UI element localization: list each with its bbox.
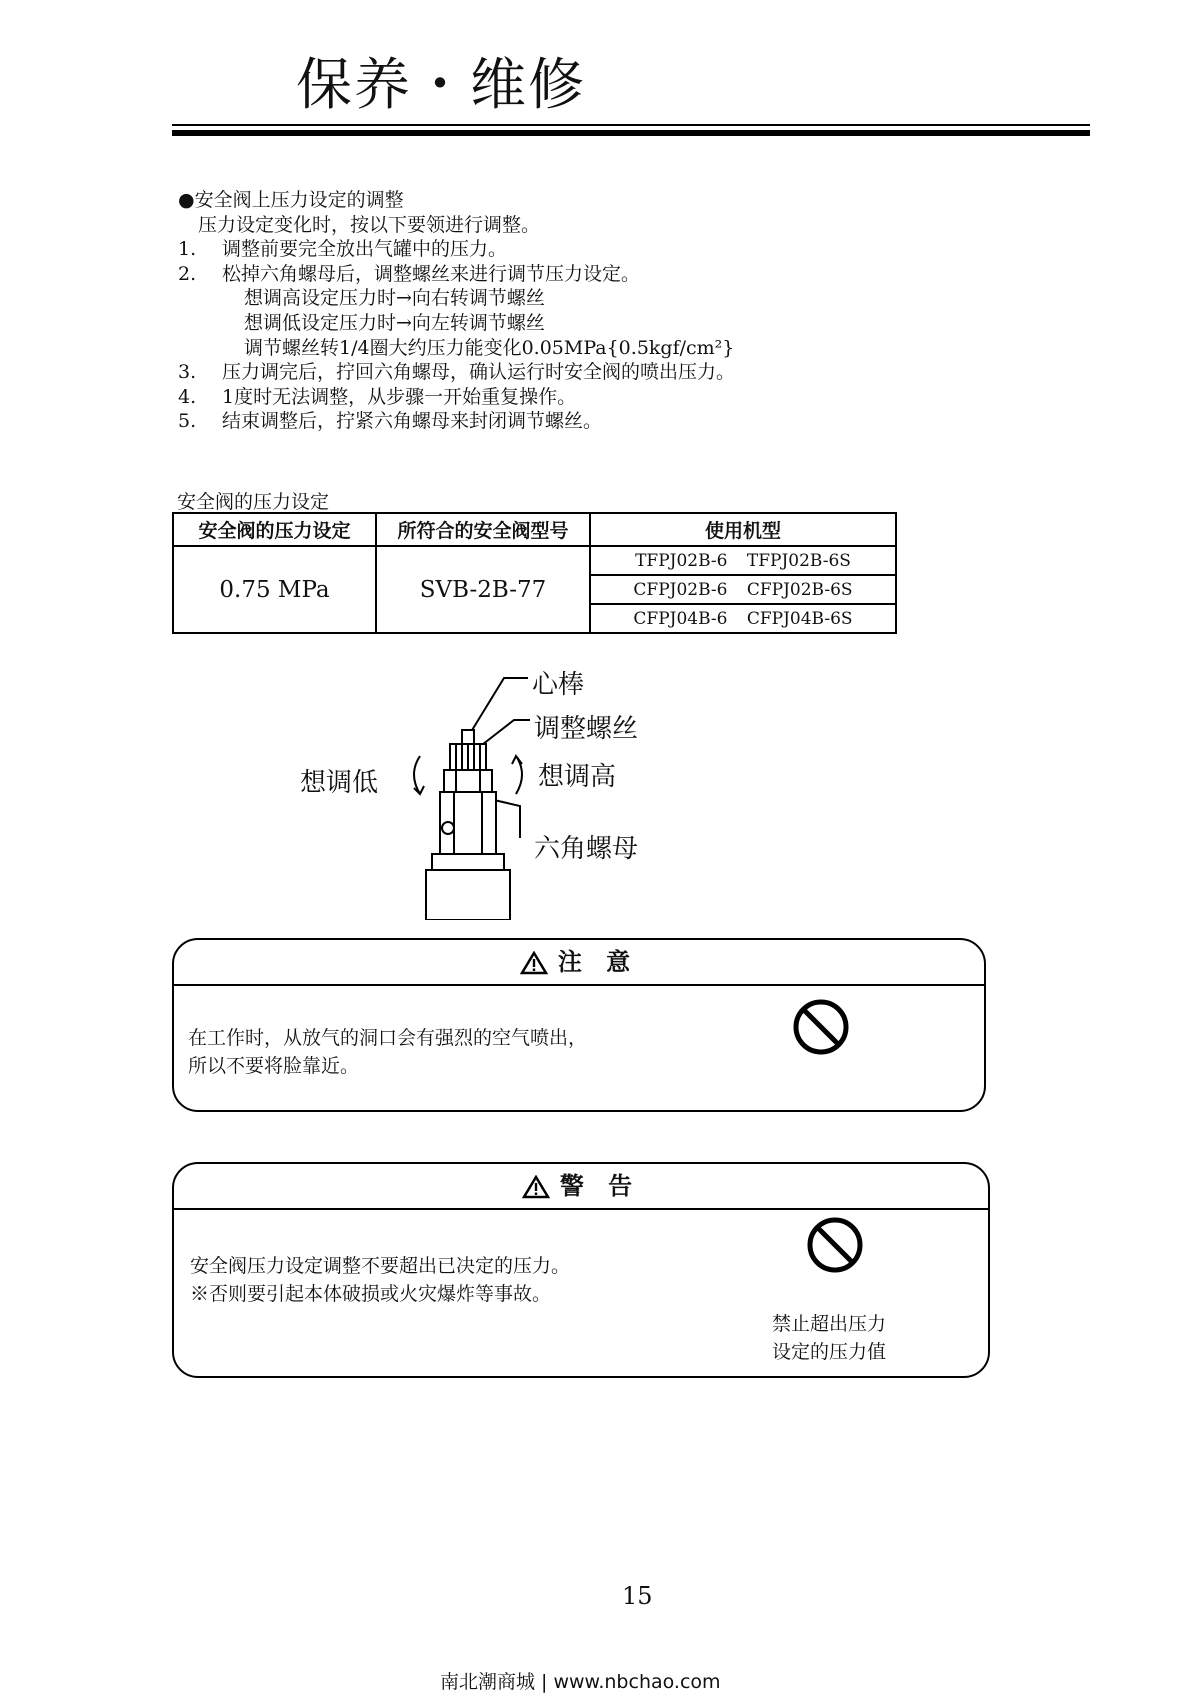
table-cell-pressure: 0.75 MPa — [173, 546, 376, 633]
label-core-pin: 心棒 — [532, 670, 585, 700]
table-header-valve-model: 所符合的安全阀型号 — [376, 513, 590, 546]
caution-text: 在工作时，从放气的洞口会有强烈的空气喷出， 所以不要将脸靠近。 — [188, 1027, 588, 1077]
pressure-setting-table — [172, 512, 897, 634]
caution-header — [174, 940, 984, 986]
step-2-sub-2: 想调低设定压力时→向左转调节螺丝 — [244, 311, 545, 334]
page-number: 15 — [622, 1582, 653, 1610]
table-cell-valve-model: SVB-2B-77 — [376, 546, 590, 633]
warning-title: 警 告 — [559, 1172, 641, 1200]
caution-box — [172, 938, 986, 1112]
warning-text: 安全阀压力设定调整不要超出已决定的压力。 ※否则要引起本体破损或火灾爆炸等事故。 — [190, 1255, 571, 1305]
prohibition-caption: 禁止超出压力 设定的压力值 — [772, 1313, 887, 1363]
site-watermark: 南北潮商城 | www.nbchao.com — [440, 1671, 721, 1693]
step-1: 1. 调整前要完全放出气罐中的压力。 — [178, 238, 508, 261]
page-title: 保养・维修 — [296, 53, 586, 118]
step-3: 3. 压力调完后，拧回六角螺母，确认运行时安全阀的喷出压力。 — [178, 361, 736, 384]
warning-triangle-icon — [522, 1175, 550, 1199]
adjustment-instructions — [178, 188, 735, 434]
label-turn-lower: 想调低 — [300, 768, 379, 798]
table-cell-model-2: CFPJ02B-6 CFPJ02B-6S — [590, 575, 896, 604]
step-5: 5. 结束调整后，拧紧六角螺母来封闭调节螺丝。 — [178, 410, 603, 433]
label-hex-nut: 六角螺母 — [534, 834, 639, 864]
caution-title: 注 意 — [557, 948, 639, 976]
table-header-pressure: 安全阀的压力设定 — [173, 513, 376, 546]
prohibition-icon — [806, 1216, 864, 1274]
table-cell-model-3: CFPJ04B-6 CFPJ04B-6S — [590, 604, 896, 633]
label-adjust-screw: 调整螺丝 — [534, 714, 639, 744]
prohibition-icon — [792, 998, 850, 1056]
warning-triangle-icon — [520, 951, 548, 975]
label-turn-higher: 想调高 — [538, 762, 617, 792]
table-caption: 安全阀的压力设定 — [177, 491, 330, 513]
section-lead: 压力设定变化时，按以下要领进行调整。 — [198, 213, 541, 236]
header-rule-thin — [172, 124, 1090, 126]
warning-box — [172, 1162, 990, 1378]
table-header-machine-model: 使用机型 — [590, 513, 896, 546]
header-rule-thick — [172, 130, 1090, 136]
table-cell-model-1: TFPJ02B-6 TFPJ02B-6S — [590, 546, 896, 575]
step-2-sub-1: 想调高设定压力时→向右转调节螺丝 — [244, 287, 545, 310]
step-2-sub-3: 调节螺丝转1/4圈大约压力能变化0.05MPa{0.5kgf/cm²} — [244, 336, 735, 359]
section-heading: ●安全阀上压力设定的调整 — [178, 189, 404, 211]
warning-header — [174, 1164, 988, 1210]
step-4: 4. 1度时无法调整，从步骤一开始重复操作。 — [178, 385, 577, 408]
step-2: 2. 松掉六角螺母后，调整螺丝来进行调节压力设定。 — [178, 262, 641, 285]
